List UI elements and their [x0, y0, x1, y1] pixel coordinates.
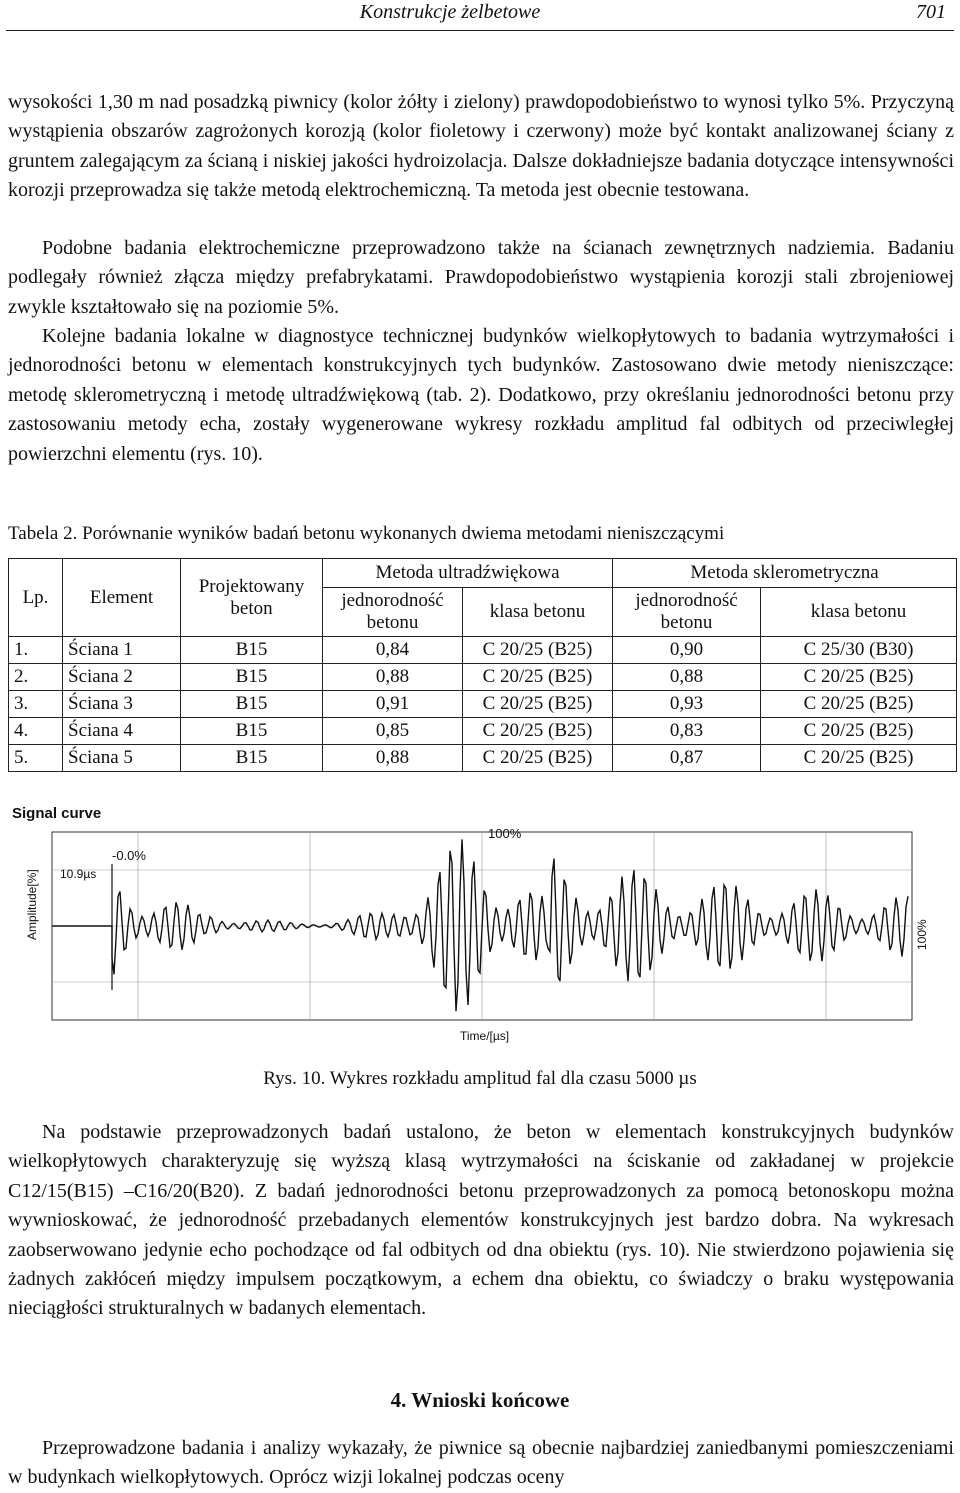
header-ultra-class: klasa betonu: [463, 588, 613, 637]
header-rule: [6, 30, 954, 31]
header-projected: Projektowany beton: [181, 559, 323, 637]
cell-ultra-class: C 20/25 (B25): [463, 691, 613, 718]
header-sklero: Metoda sklerometryczna: [613, 559, 957, 588]
panel-title: Signal curve: [12, 805, 102, 822]
header-sklero-class: klasa betonu: [761, 588, 957, 637]
cell-lp: 4.: [9, 718, 63, 745]
cell-sklero-uniformity: 0,83: [613, 718, 761, 745]
cell-ultra-class: C 20/25 (B25): [463, 745, 613, 772]
cell-projected: B15: [181, 637, 323, 664]
paragraph-4: Na podstawie przeprowadzonych badań ustalono, że beton w elementach konstrukcyjnych budynków wielkopłytowych charakteryzuję się wyższą klasą wytrzymałości na ściskanie od zakładanej w projekcie C12/15(B15) –C16/20(B20). Z badań jednorodności betonu przeprowadzonych za pomocą betonoskopu można wywnioskować, że jednorodność przebadanych elementów konstrukcyjnych jest bardzo dobra. Na wykresach zaobserwowano jedynie echo pochodzące od fal odbitych od dna obiektu (rys. 10). Nie stwierdzono pojawienia się żadnych zakłóceń między impulsem początkowym, a echem dna obiektu, co świadczy o braku występowania nieciągłości strukturalnych w badanych elementach.: [8, 1121, 954, 1320]
cell-sklero-uniformity: 0,88: [613, 664, 761, 691]
header-ultra-uniformity: jednorodność betonu: [323, 588, 463, 637]
cell-ultra-class: C 20/25 (B25): [463, 664, 613, 691]
cell-projected: B15: [181, 745, 323, 772]
cell-sklero-uniformity: 0,93: [613, 691, 761, 718]
cell-ultra-class: C 20/25 (B25): [463, 637, 613, 664]
table-row: [9, 745, 957, 772]
figure-caption: Rys. 10. Wykres rozkładu amplitud fal dla czasu 5000 µs: [263, 1068, 697, 1089]
table-row: [9, 718, 957, 745]
start-marker-label: -0.0%: [112, 848, 146, 863]
page-number: 701: [916, 1, 946, 23]
cell-projected: B15: [181, 691, 323, 718]
header-element: Element: [63, 559, 181, 637]
cell-ultra-uniformity: 0,84: [323, 637, 463, 664]
right-marker-label: 100%: [915, 919, 929, 950]
cell-sklero-class: C 25/30 (B30): [761, 637, 957, 664]
table-caption: Tabela 2. Porównanie wyników badań betonu wykonanych dwiema metodami nieniszczącymi: [8, 523, 725, 544]
cell-lp: 3.: [9, 691, 63, 718]
cell-lp: 2.: [9, 664, 63, 691]
journal-title: Konstrukcje żelbetowe: [359, 1, 541, 23]
cell-element: Ściana 5: [63, 745, 181, 772]
cell-sklero-class: C 20/25 (B25): [761, 718, 957, 745]
cell-projected: B15: [181, 664, 323, 691]
cell-projected: B15: [181, 718, 323, 745]
cell-sklero-class: C 20/25 (B25): [761, 664, 957, 691]
x-axis-label: Time/[µs]: [460, 1029, 510, 1043]
header-sklero-uniformity: jednorodność betonu: [613, 588, 761, 637]
cell-element: Ściana 2: [63, 664, 181, 691]
cell-lp: 5.: [9, 745, 63, 772]
table-row: [9, 664, 957, 691]
cell-element: Ściana 3: [63, 691, 181, 718]
y-axis-label: Amplitude[%]: [25, 869, 39, 940]
cell-sklero-uniformity: 0,87: [613, 745, 761, 772]
paragraph-2: Podobne badania elektrochemiczne przeprowadzono także na ścianach zewnętrznych nadziemia. Badaniu podlegały również złącza między prefabrykatami. Prawdopodobieństwo wystąpienia korozji stali zbrojeniowej zwykle kształtowało się na poziomie 5%.: [8, 237, 954, 318]
running-header: [0, 0, 960, 32]
section-heading: 4. Wnioski końcowe: [390, 1388, 570, 1412]
cell-sklero-class: C 20/25 (B25): [761, 745, 957, 772]
cell-ultra-class: C 20/25 (B25): [463, 718, 613, 745]
cell-sklero-class: C 20/25 (B25): [761, 691, 957, 718]
cell-ultra-uniformity: 0,88: [323, 745, 463, 772]
cell-ultra-uniformity: 0,91: [323, 691, 463, 718]
table-row: [9, 691, 957, 718]
paragraph-5: Przeprowadzone badania i analizy wykazały, że piwnice są obecnie najbardziej zaniedbanymi pomieszczeniami w budynkach wielkopłytowych. Oprócz wizji lokalnej podczas oceny: [8, 1437, 954, 1489]
peak-marker-label: 100%: [488, 826, 522, 841]
signal-curve-figure: [8, 800, 956, 1054]
paragraph-3: Kolejne badania lokalne w diagnostyce technicznej budynków wielkopłytowych to badania wytrzymałości i jednorodności betonu w elementach konstrukcyjnych tych budynków. Zastosowano dwie metody nieniszczące: metodę sklerometryczną i metodę ultradźwiękową (tab. 2). Dodatkowo, przy określaniu jednorodności betonu przy zastosowaniu metody echa, zostały wygenerowane wykresy rozkładu amplitud fal odbitych od przeciwległej powierzchni elementu (rys. 10).: [8, 325, 954, 465]
paragraph-1: wysokości 1,30 m nad posadzką piwnicy (kolor żółty i zielony) prawdopodobieństwo to wynosi tylko 5%. Przyczyną wystąpienia obszarów zagrożonych korozją (kolor fioletowy i czerwony) może być kontakt analizowanej ściany z gruntem zalegającym za ścianą i niskiej jakości hydroizolacja. Dalsze dokładniejsze badania dotyczące intensywności korozji przeprowadza się także metodą elektrochemiczną. Ta metoda jest obecnie testowana.: [8, 91, 954, 202]
cell-ultra-uniformity: 0,85: [323, 718, 463, 745]
header-lp: Lp.: [9, 559, 63, 637]
cell-element: Ściana 1: [63, 637, 181, 664]
cell-lp: 1.: [9, 637, 63, 664]
table-row: [9, 637, 957, 664]
time-marker-label: 10.9µs: [60, 867, 97, 881]
cell-element: Ściana 4: [63, 718, 181, 745]
header-ultra: Metoda ultradźwiękowa: [323, 559, 613, 588]
cell-ultra-uniformity: 0,88: [323, 664, 463, 691]
results-table: [8, 558, 957, 772]
cell-sklero-uniformity: 0,90: [613, 637, 761, 664]
